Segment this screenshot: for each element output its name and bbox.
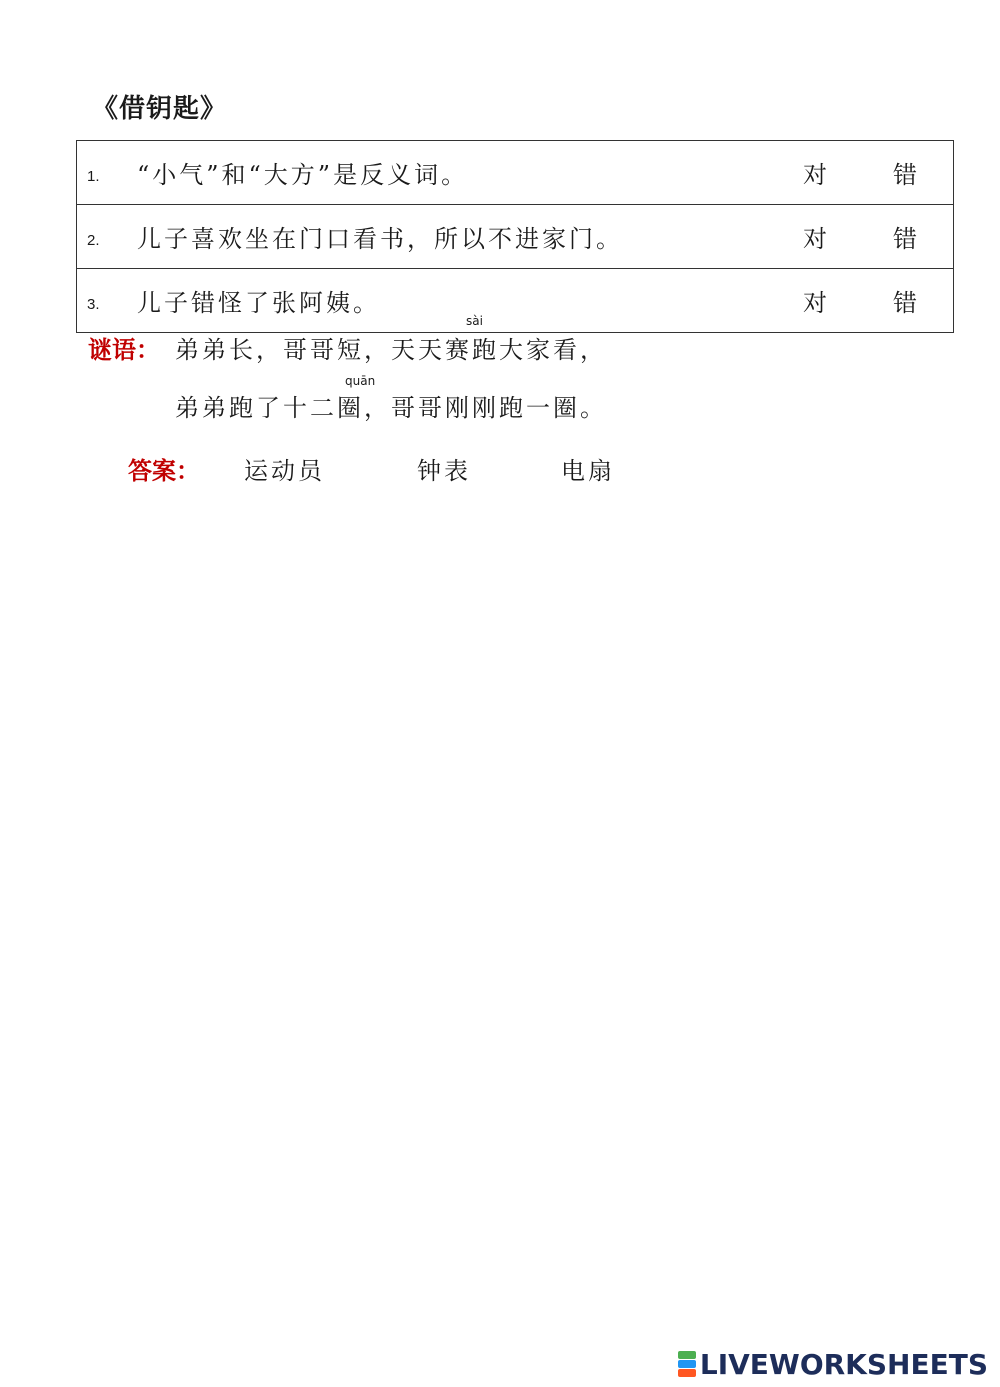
riddle-line-1: 弟弟长，哥哥短，天天赛跑大家看，: [175, 336, 607, 364]
answer-label: 答案：: [128, 457, 200, 485]
logo-icon: [678, 1351, 696, 1377]
pinyin-annotation: quān: [345, 374, 376, 388]
true-option[interactable]: 对: [803, 225, 827, 253]
true-option[interactable]: 对: [803, 289, 827, 317]
false-option[interactable]: 错: [893, 289, 917, 317]
brand-logo: [678, 1347, 988, 1381]
false-option[interactable]: 错: [893, 225, 917, 253]
riddle-line-2: 弟弟跑了十二圈，哥哥刚刚跑一圈。: [175, 394, 607, 422]
pinyin-annotation: sài: [466, 314, 483, 328]
true-option[interactable]: 对: [803, 161, 827, 189]
question-number: 2.: [77, 205, 138, 269]
question-text: 儿子错怪了张阿姨。: [137, 269, 803, 333]
answer-option[interactable]: 钟表: [417, 457, 471, 485]
question-row: [77, 269, 954, 333]
question-number: 1.: [77, 141, 138, 205]
question-number: 3.: [77, 269, 138, 333]
brand-name: LIVEWORKSHEETS: [699, 1347, 988, 1381]
question-text: “小气”和“大方”是反义词。: [137, 141, 803, 205]
riddle-label: 谜语：: [88, 336, 160, 364]
question-row: [77, 205, 954, 269]
worksheet-title: 《借钥匙》: [92, 94, 228, 124]
question-row: [77, 141, 954, 205]
false-option[interactable]: 错: [893, 161, 917, 189]
question-text: 儿子喜欢坐在门口看书，所以不进家门。: [137, 205, 803, 269]
true-false-table: [76, 140, 954, 333]
answer-option[interactable]: 电扇: [561, 457, 615, 485]
answer-option[interactable]: 运动员: [244, 457, 325, 485]
